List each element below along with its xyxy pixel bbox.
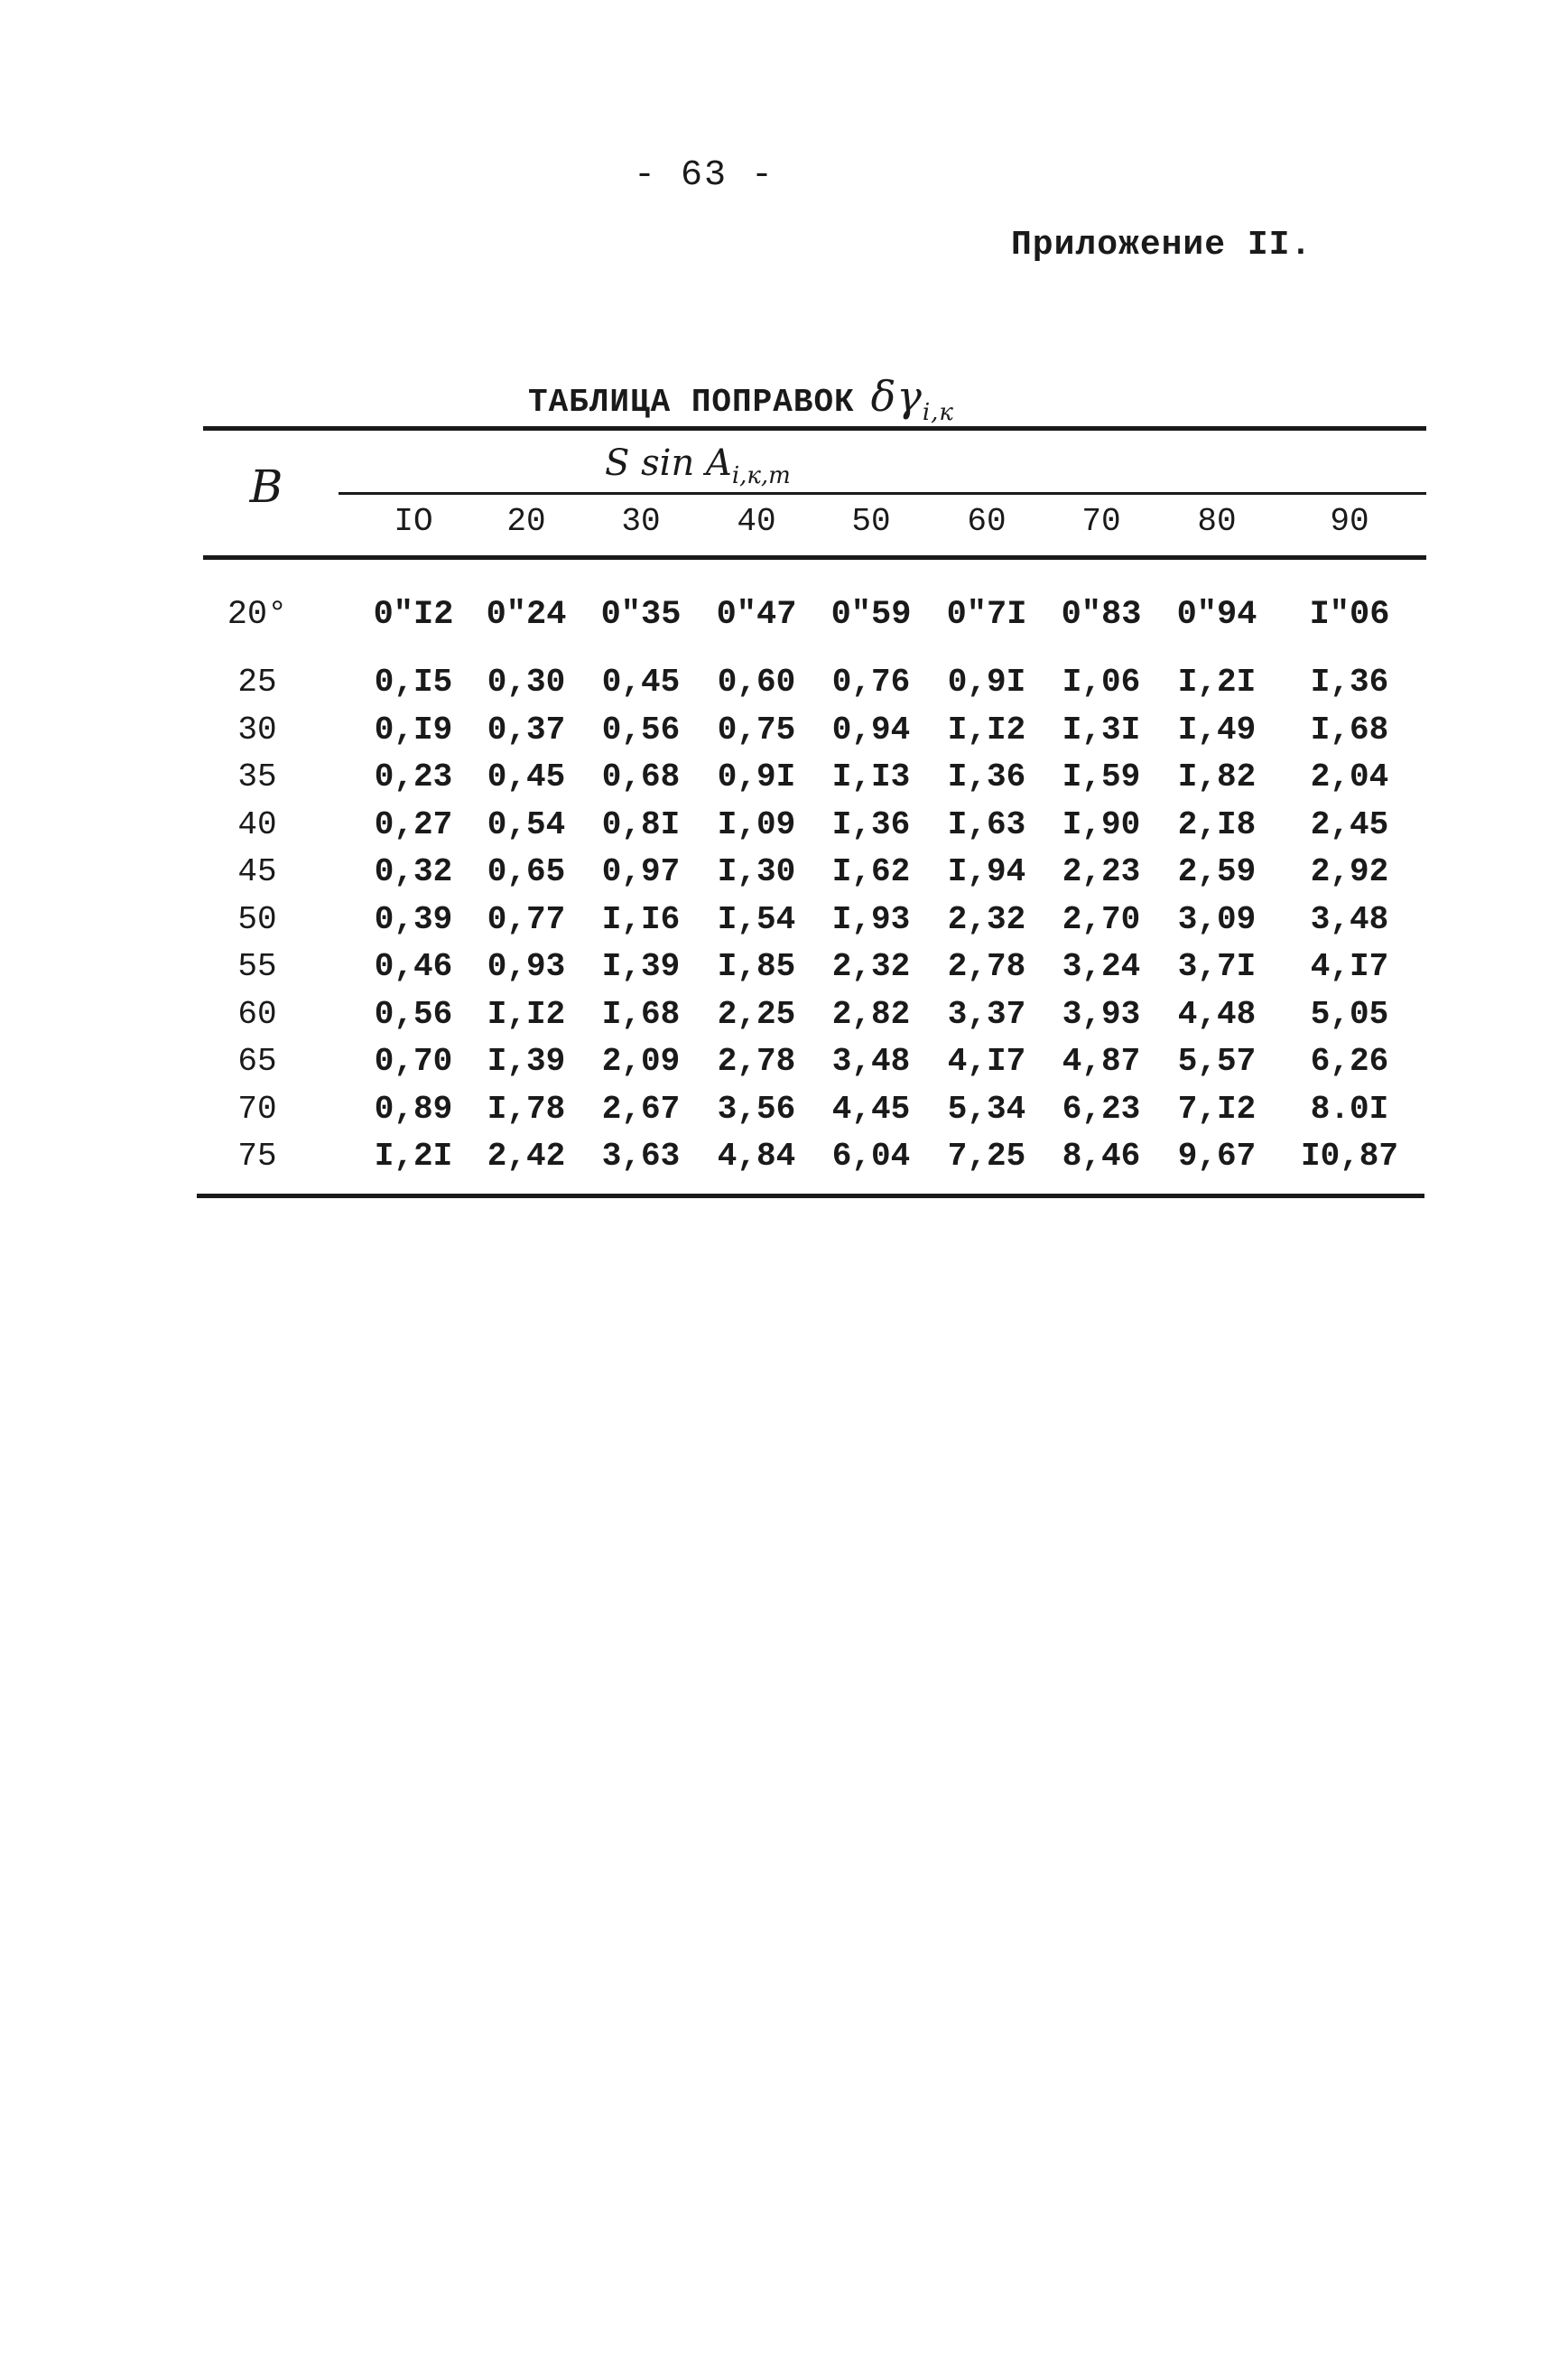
row-label-cell: 70 [237,1091,277,1128]
table-cell: I,49 [1177,711,1257,749]
column-header: 90 [1330,503,1369,540]
table-cell: 0"47 [716,596,797,634]
table-cell: 4,I7 [1310,948,1389,985]
table-cell: I,30 [717,853,796,890]
table-cell: 2,78 [717,1043,796,1080]
row-label-cell: 50 [237,901,277,938]
table-cell: I,06 [1062,664,1141,701]
table-cell: I,62 [831,853,911,890]
table-cell: 2,45 [1310,806,1389,843]
table-cell: 0,75 [717,711,796,749]
table-cell: 2,78 [947,948,1026,985]
table-row [0,901,1568,948]
table-cell: 0,I9 [374,711,453,749]
table-cell: 3,09 [1177,901,1257,938]
table-cell: I,68 [1310,711,1389,749]
table-cell: 2,82 [831,996,911,1033]
table-top-rule [203,426,1426,431]
table-cell: I,39 [601,948,681,985]
table-row [0,948,1568,995]
table-cell: 0,23 [374,758,453,795]
table-cell: I,59 [1062,758,1141,795]
table-row [0,806,1568,853]
table-cell: 3,48 [831,1043,911,1080]
table-row [0,711,1568,758]
table-cell: 0,27 [374,806,453,843]
column-header: 30 [621,503,661,540]
table-cell: 0,60 [717,664,796,701]
row-label-cell: 60 [237,996,277,1033]
table-cell: 4,84 [717,1138,796,1175]
table-cell: 2,92 [1310,853,1389,890]
table-cell: I,93 [831,901,911,938]
table-title [528,372,954,426]
table-cell: I"06 [1309,596,1390,634]
table-cell: 0,54 [487,806,566,843]
table-cell: 2,67 [601,1091,681,1128]
row-label-cell: 30 [237,711,277,749]
table-cell: I,54 [717,901,796,938]
table-cell: I,I6 [601,901,681,938]
table-cell: 3,48 [1310,901,1389,938]
column-header: 40 [737,503,776,540]
table-cell: 7,25 [947,1138,1026,1175]
column-header: 50 [851,503,891,540]
table-cell: 3,93 [1062,996,1141,1033]
table-bottom-rule [197,1194,1424,1198]
table-title-text: ТАБЛИЦА ПОПРАВОК [528,384,855,421]
table-cell: 6,04 [831,1138,911,1175]
table-cell: 3,56 [717,1091,796,1128]
table-cell: I,2I [1177,664,1257,701]
table-cell: 3,37 [947,996,1026,1033]
row-label-cell: 65 [237,1043,277,1080]
table-cell: 0,70 [374,1043,453,1080]
table-row [0,853,1568,900]
table-cell: 4,45 [831,1091,911,1128]
row-label-cell: 40 [237,806,277,843]
column-header: IO [394,503,433,540]
table-cell: 4,I7 [947,1043,1026,1080]
table-cell: 0,9I [717,758,796,795]
row-label-cell: 25 [237,664,277,701]
table-cell: 0,45 [601,664,681,701]
table-row [0,596,1568,643]
table-cell: 2,32 [947,901,1026,938]
column-group-header-sub: i,к,m [731,462,791,489]
table-cell: 0,94 [831,711,911,749]
column-group-header [605,442,791,489]
column-group-header-main: S sin A [605,442,732,484]
table-row [0,996,1568,1043]
table-cell: I,82 [1177,758,1257,795]
table-cell: 0,45 [487,758,566,795]
table-row [0,664,1568,711]
row-label-header: B [249,460,283,513]
table-cell: 0,56 [601,711,681,749]
table-cell: 0,68 [601,758,681,795]
row-label-cell: 45 [237,853,277,890]
table-cell: 2,42 [487,1138,566,1175]
table-cell: 0,37 [487,711,566,749]
column-header: 80 [1197,503,1237,540]
table-cell: 8,46 [1062,1138,1141,1175]
header-bottom-rule [203,555,1426,560]
table-cell: I,90 [1062,806,1141,843]
table-cell: 3,7I [1177,948,1257,985]
table-cell: 0,77 [487,901,566,938]
table-cell: 0,89 [374,1091,453,1128]
column-header: 70 [1081,503,1121,540]
table-cell: I,36 [831,806,911,843]
table-cell: 0,97 [601,853,681,890]
table-cell: 0"35 [600,596,682,634]
table-cell: 2,59 [1177,853,1257,890]
table-cell: I0,87 [1300,1138,1399,1175]
table-cell: 0,56 [374,996,453,1033]
table-cell: 0,39 [374,901,453,938]
table-cell: 0,76 [831,664,911,701]
table-title-symbol [870,372,954,427]
table-cell: 0,9I [947,664,1026,701]
table-cell: 6,23 [1062,1091,1141,1128]
table-cell: 0"7I [946,596,1027,634]
table-cell: 6,26 [1310,1043,1389,1080]
page-number: - 63 - [633,155,775,196]
table-cell: 0,46 [374,948,453,985]
table-cell: 3,24 [1062,948,1141,985]
table-title-symbol-sub: i,к [922,399,954,427]
table-cell: 0,I5 [374,664,453,701]
table-cell: I,09 [717,806,796,843]
table-title-symbol-main: δγ [870,372,923,421]
table-cell: I,68 [601,996,681,1033]
table-row [0,1043,1568,1090]
table-cell: 2,09 [601,1043,681,1080]
table-cell: 2,23 [1062,853,1141,890]
table-cell: 4,87 [1062,1043,1141,1080]
table-cell: 2,I8 [1177,806,1257,843]
table-row [0,758,1568,805]
table-cell: 0"I2 [373,596,454,634]
table-cell: 2,70 [1062,901,1141,938]
table-cell: 5,57 [1177,1043,1257,1080]
table-cell: I,39 [487,1043,566,1080]
table-cell: 5,34 [947,1091,1026,1128]
table-cell: 0,8I [601,806,681,843]
table-cell: 8.0I [1310,1091,1389,1128]
table-cell: I,36 [1310,664,1389,701]
table-row [0,1138,1568,1185]
table-cell: I,36 [947,758,1026,795]
table-cell: I,I2 [947,711,1026,749]
table-cell: I,I2 [487,996,566,1033]
table-cell: 3,63 [601,1138,681,1175]
table-row [0,1091,1568,1138]
table-cell: 0"59 [830,596,912,634]
table-cell: I,94 [947,853,1026,890]
table-cell: I,85 [717,948,796,985]
appendix-label: Приложение II. [1011,226,1313,265]
column-header: 60 [967,503,1007,540]
column-header: 20 [506,503,546,540]
table-cell: 0,65 [487,853,566,890]
table-cell: 0"24 [486,596,567,634]
table-cell: 0"83 [1061,596,1142,634]
header-sub-rule [339,492,1426,495]
row-label-cell: 75 [237,1138,277,1175]
table-cell: I,I3 [831,758,911,795]
row-label-cell: 20° [227,596,288,634]
table-cell: I,78 [487,1091,566,1128]
table-cell: 5,05 [1310,996,1389,1033]
table-cell: 7,I2 [1177,1091,1257,1128]
table-cell: I,3I [1062,711,1141,749]
table-cell: 0,30 [487,664,566,701]
table-cell: 0,93 [487,948,566,985]
row-label-cell: 35 [237,758,277,795]
table-cell: 0"94 [1176,596,1257,634]
table-cell: 2,04 [1310,758,1389,795]
table-cell: 2,25 [717,996,796,1033]
table-cell: 4,48 [1177,996,1257,1033]
table-cell: I,2I [374,1138,453,1175]
table-cell: 0,32 [374,853,453,890]
table-cell: I,63 [947,806,1026,843]
table-cell: 2,32 [831,948,911,985]
table-cell: 9,67 [1177,1138,1257,1175]
row-label-cell: 55 [237,948,277,985]
